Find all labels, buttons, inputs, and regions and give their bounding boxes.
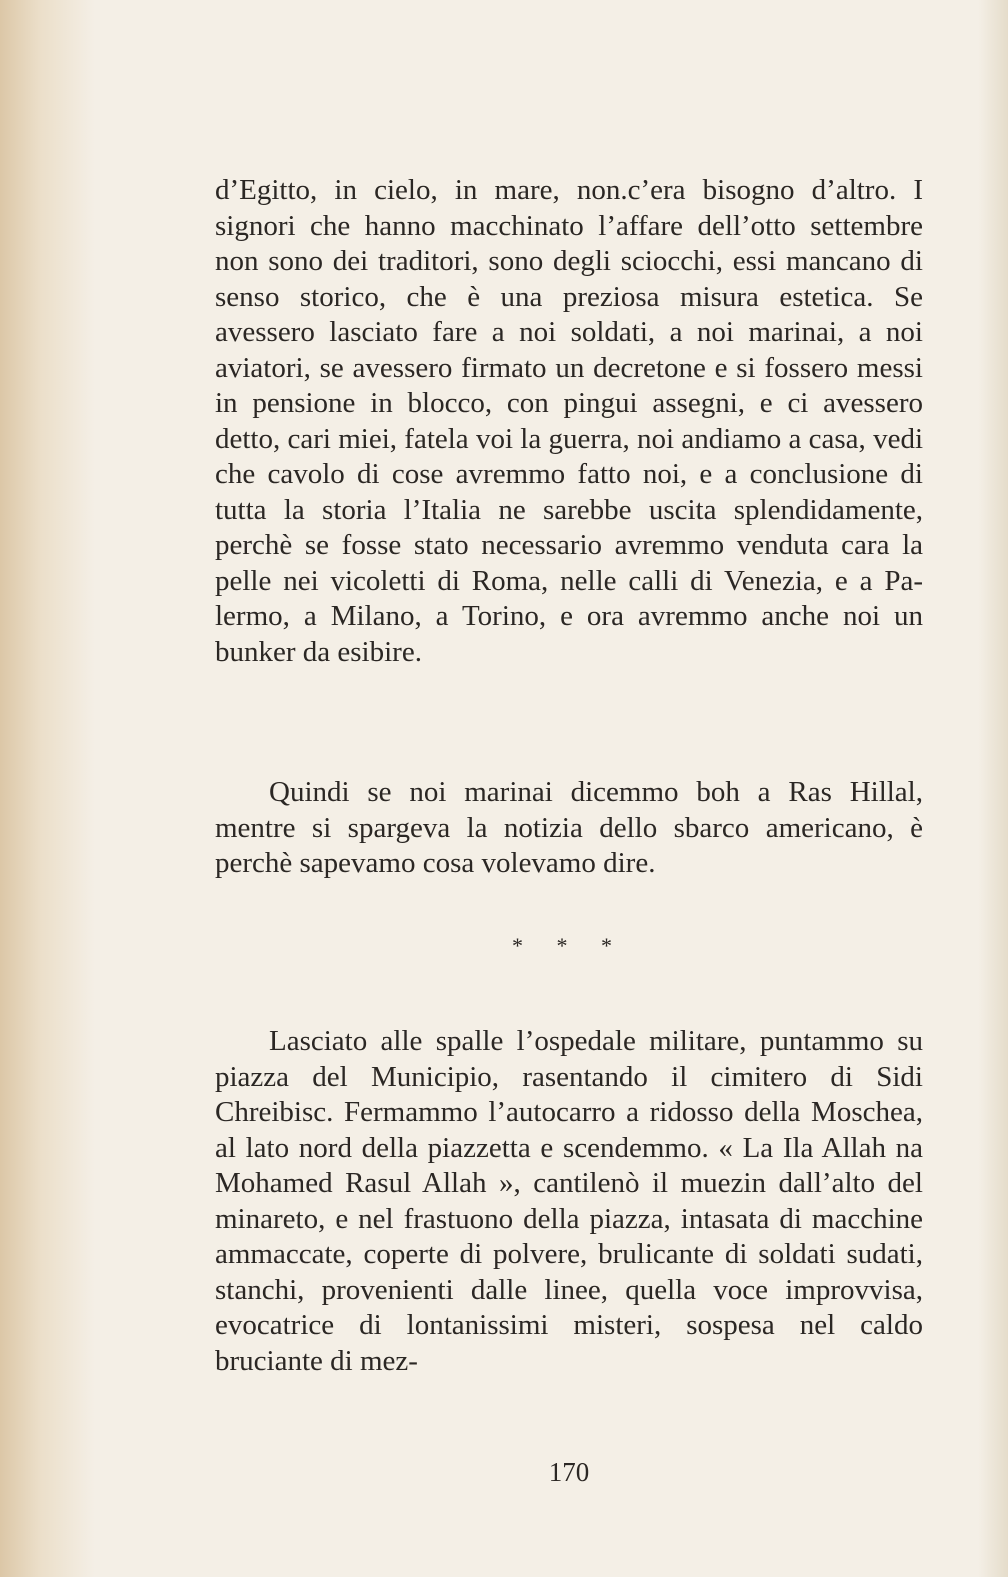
text-block-top: [215, 173, 923, 670]
text-block-bottom: [215, 1024, 923, 1379]
paragraph-3: Lasciato alle spalle l’ospedale militare, puntammo su piazza del Municipio, rasentando il cimitero di Sidi Chreibisc. Fermammo l’autocarro a ridosso della Moschea, al lato nord della piazzetta e scendemmo. « La Ila Allah na Mohamed Rasul Allah », cantilenò il muezin dall’alto del minareto, e nel frastuono della piazza, intasata di macchine ammaccate, coperte di polvere, brulicante di soldati sudati, stanchi, provenienti dalle linee, quella voce improvvisa, evocatrice di lontanissimi misteri, sospesa nel caldo bruciante di mez-: [215, 1025, 923, 1377]
text-block-middle: [215, 775, 923, 882]
paragraph-2: Quindi se noi marinai dicemmo boh a Ras Hillal, mentre si spargeva la notizia dello sbarco americano, è perchè sapevamo cosa volevamo dire.: [215, 776, 923, 879]
section-separator: * * *: [512, 933, 626, 958]
paragraph-1: d’Egitto, in cielo, in mare, non.c’era bisogno d’altro. I signori che hanno macchinato l’affare dell’otto settembre non sono dei traditori, sono degli sciocchi, essi mancano di senso storico, che è una preziosa misura estetica. Se avessero lasciato fare a noi soldati, a noi marinai, a noi aviatori, se avessero firmato un decretone e si fossero messi in pensione in blocco, con pingui assegni, e ci avessero detto, cari miei, fatela voi la guerra, noi andiamo a casa, vedi che cavolo di cose avremmo fatto noi, e a conclusione di tutta la storia l’Italia ne sarebbe uscita splendidamente, perchè se fosse stato necessario avremmo venduta cara la pelle nei vicoletti di Roma, nelle calli di Venezia, e a Palermo, a Milano, a Torino, e ora avremmo anche noi un bunker da esibire.: [215, 174, 923, 668]
page-number: 170: [548, 1457, 590, 1487]
